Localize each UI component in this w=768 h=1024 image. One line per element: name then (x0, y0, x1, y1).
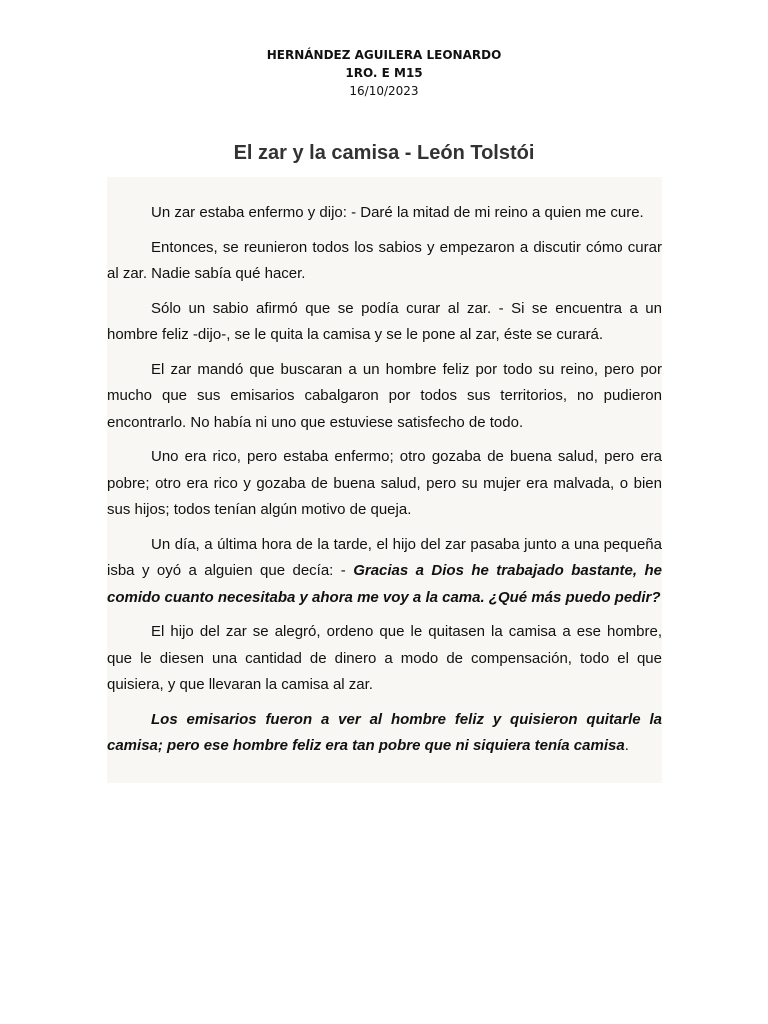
story-paragraph-7: El hijo del zar se alegró, ordeno que le quitasen la camisa a ese hombre, que le diesen una cantidad de dinero a modo de compensación, todo el que quisiera, y que llevaran la camisa al zar. (107, 623, 662, 693)
story-paragraph-2: Entonces, se reunieron todos los sabios y empezaron a discutir cómo curar al zar. Nadie sabía qué hacer. (107, 238, 662, 282)
story-title: El zar y la camisa - León Tolstói (233, 142, 535, 164)
student-group: 1RO. E M15 (345, 66, 423, 80)
story-paragraph-8 (107, 707, 662, 760)
author-name: HERNÁNDEZ AGUILERA LEONARDO (266, 48, 502, 62)
story-paragraph-6 (107, 532, 662, 612)
document-date: 16/10/2023 (349, 84, 419, 98)
story-ending-period: . (624, 737, 629, 754)
story-paragraph-5: Uno era rico, pero estaba enfermo; otro gozaba de buena salud, pero era pobre; otro era rico y gozaba de buena salud, pero su mujer era malvada, o bien sus hijos; todos tenían algún motivo de queja. (107, 448, 662, 518)
story-ending: Los emisarios fueron a ver al hombre feliz y quisieron quitarle la camisa; pero ese hombre feliz era tan pobre que ni siquiera tenía camisa (107, 710, 662, 754)
story-paragraph-3: Sólo un sabio afirmó que se podía curar al zar. - Si se encuentra a un hombre feliz -dijo-, se le quita la camisa y se le pone al zar, éste se curará. (107, 299, 662, 343)
happy-man-quote: Gracias a Dios he trabajado bastante, he comido cuanto necesitaba y ahora me voy a la cama. ¿Qué más puedo pedir? (107, 562, 662, 606)
document-header (0, 46, 768, 100)
story-paragraph-1: Un zar estaba enfermo y dijo: - Daré la mitad de mi reino a quien me cure. (151, 204, 644, 221)
story-paragraph-4: El zar mandó que buscaran a un hombre feliz por todo su reino, pero por mucho que sus emisarios cabalgaron por todos sus territorios, no pudieron encontrarlo. No había ni uno que estuviese satisfecho de todo. (107, 360, 662, 431)
story-body (107, 177, 662, 783)
story-paragraph-6-text: Un día, a última hora de la tarde, el hijo del zar pasaba junto a una pequeña isba y oyó a alguien que decía: - (107, 535, 662, 579)
